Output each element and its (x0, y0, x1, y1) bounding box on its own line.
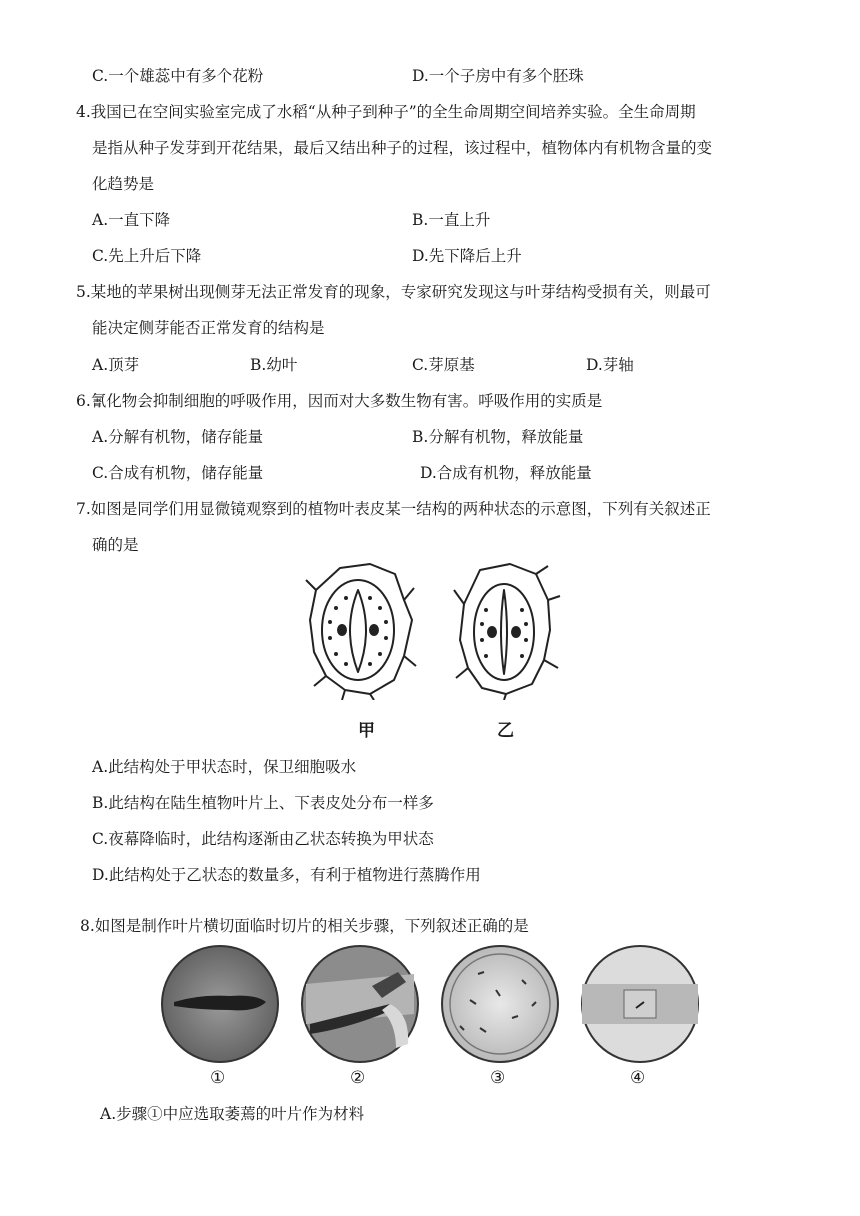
q3-option-d: D.一个子房中有多个胚珠 (412, 67, 584, 85)
q7-option-a: A.此结构处于甲状态时，保卫细胞吸水 (92, 758, 357, 776)
q5-option-c: C.芽原基 (412, 356, 475, 374)
q6-option-d: D.合成有机物，释放能量 (420, 464, 592, 482)
q4-option-b: B.一直上升 (412, 211, 491, 229)
q6-stem-line-1: 6.氰化物会抑制细胞的呼吸作用，因而对大多数生物有害。呼吸作用的实质是 (76, 392, 603, 410)
q4-stem-line-1: 4.我国已在空间实验室完成了水稻“从种子到种子”的全生命周期空间培养实验。全生命周期 (76, 103, 696, 121)
q6-option-c: C.合成有机物，储存能量 (92, 464, 264, 482)
q5-stem-line-2: 能决定侧芽能否正常发育的结构是 (92, 319, 325, 337)
q4-option-c: C.先上升后下降 (92, 247, 202, 265)
q3-option-c: C.一个雄蕊中有多个花粉 (92, 67, 264, 85)
q6-option-b: B.分解有机物，释放能量 (412, 428, 584, 446)
q8-stem-line-1: 8.如图是制作叶片横切面临时切片的相关步骤，下列叙述正确的是 (80, 917, 529, 935)
q4-option-d: D.先下降后上升 (412, 247, 522, 265)
q5-option-b: B.幼叶 (250, 356, 298, 374)
q4-option-a: A.一直下降 (92, 211, 171, 229)
figure-label-jia: 甲 (358, 721, 375, 741)
step-label-1: ① (210, 1068, 226, 1088)
q7-stem-line-1: 7.如图是同学们用显微镜观察到的植物叶表皮某一结构的两种状态的示意图，下列有关叙述正 (76, 500, 711, 518)
q7-option-b: B.此结构在陆生植物叶片上、下表皮处分布一样多 (92, 794, 434, 812)
step-label-2: ② (350, 1068, 366, 1088)
q5-option-d: D.芽轴 (586, 356, 634, 374)
q7-stem-line-2: 确的是 (92, 536, 139, 554)
step-label-4: ④ (630, 1068, 646, 1088)
q5-stem-line-1: 5.某地的苹果树出现侧芽无法正常发育的现象，专家研究发现这与叶芽结构受损有关，则最可 (76, 283, 711, 301)
slide-steps-figure (160, 944, 700, 1066)
step-label-3: ③ (490, 1068, 506, 1088)
q6-option-a: A.分解有机物，储存能量 (92, 428, 264, 446)
q7-option-d: D.此结构处于乙状态的数量多，有利于植物进行蒸腾作用 (92, 866, 481, 884)
q8-option-a: A.步骤①中应选取萎蔫的叶片作为材料 (100, 1105, 365, 1123)
stomata-figure (300, 560, 570, 700)
q5-option-a: A.顶芽 (92, 356, 140, 374)
q4-stem-line-2: 是指从种子发芽到开花结果，最后又结出种子的过程，该过程中，植物体内有机物含量的变 (92, 139, 713, 157)
figure-label-yi: 乙 (497, 721, 514, 741)
q7-option-c: C.夜幕降临时，此结构逐渐由乙状态转换为甲状态 (92, 830, 434, 848)
q4-stem-line-3: 化趋势是 (92, 175, 155, 193)
